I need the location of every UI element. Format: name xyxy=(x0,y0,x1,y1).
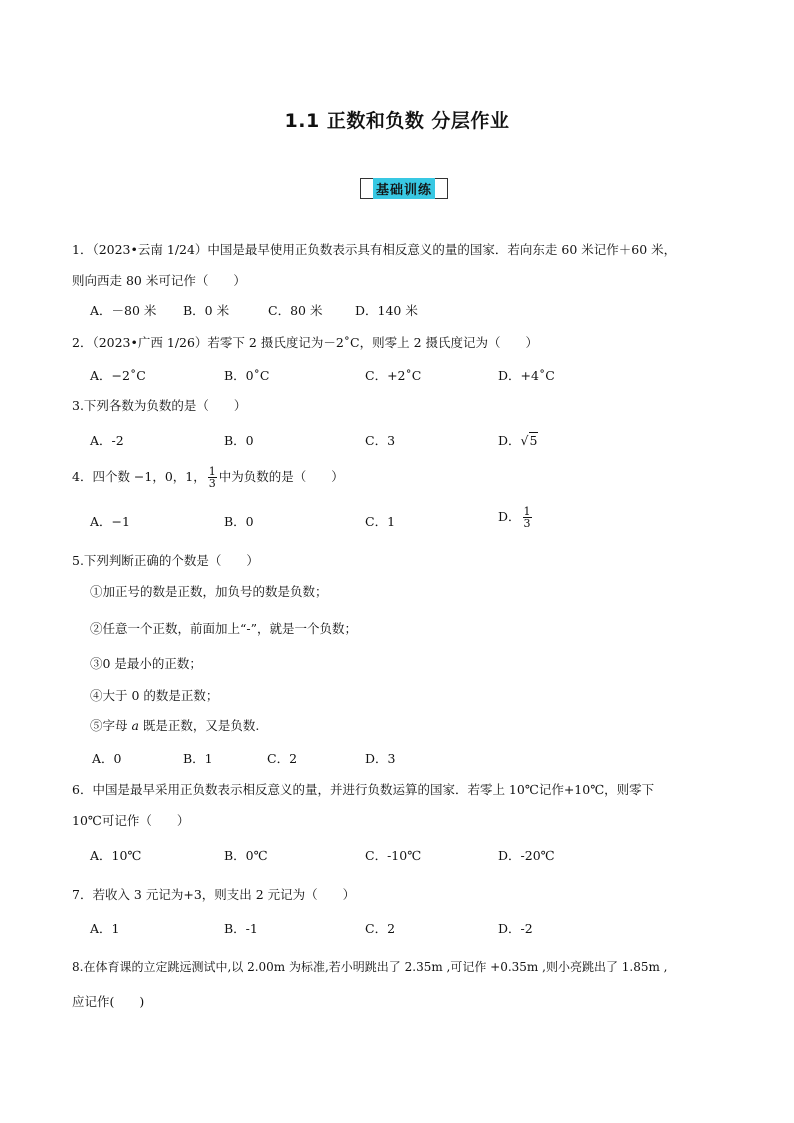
sqrt-icon: √5 xyxy=(520,433,538,448)
q4-stem xyxy=(72,466,344,489)
q1-option-b: B．0 米 xyxy=(183,303,230,318)
q2-option-d: D．+4˚C xyxy=(498,368,555,383)
q2-option-c: C．+2˚C xyxy=(365,368,422,383)
q5-stem: 5.下列判断正确的个数是（ ） xyxy=(72,553,259,568)
q4-option-d-denominator: 3 xyxy=(523,517,531,530)
q2-option-b: B．0˚C xyxy=(224,368,270,383)
q7-options xyxy=(90,919,730,939)
q4-option-d-fraction xyxy=(523,506,532,529)
q6-option-c: C．-10℃ xyxy=(365,848,422,863)
q5-item-3: ③0 是最小的正数； xyxy=(90,656,202,671)
q1-option-a: A．－80 米 xyxy=(90,303,157,318)
page-title: 1.1 正数和负数 分层作业 xyxy=(284,110,510,132)
q5-option-d: D．3 xyxy=(365,751,396,766)
q4-fraction xyxy=(208,466,217,489)
q5-item-5 xyxy=(90,716,259,734)
q6-option-d: D．-20℃ xyxy=(498,848,555,863)
section-label: 基础训练 xyxy=(373,178,435,199)
q4-frac-denominator: 3 xyxy=(208,477,216,490)
q4-options xyxy=(90,505,730,532)
q3-option-d-radicand: 5 xyxy=(529,433,538,448)
q4-frac-numerator: 1 xyxy=(208,465,216,478)
q3-option-c: C．3 xyxy=(365,433,396,448)
q1-option-d: D．140 米 xyxy=(355,303,418,318)
q4-stem-post: 中为负数的是（ ） xyxy=(218,469,344,484)
q1-stem-line2: 则向西走 80 米可记作（ ） xyxy=(72,273,246,288)
q1-options xyxy=(90,301,730,321)
q4-option-c: C．1 xyxy=(365,514,396,529)
q2-stem: 2．（2023•广西 1/26）若零下 2 摄氏度记为－2˚C，则零上 2 摄氏度记为（ ） xyxy=(72,335,538,350)
q5-item-4: ④大于 0 的数是正数； xyxy=(90,688,219,703)
q4-option-d-numerator: 1 xyxy=(523,505,531,518)
q5-item-2: ②任意一个正数，前面加上“-”，就是一个负数； xyxy=(90,621,358,636)
q8-stem-line2: 应记作( ) xyxy=(72,994,145,1009)
q6-options xyxy=(90,846,730,866)
q5-option-a: A．0 xyxy=(92,751,122,766)
q5-option-c: C．2 xyxy=(267,751,298,766)
q4-stem-pre: 4．四个数 −1，0，1， xyxy=(72,469,206,484)
section-badge xyxy=(360,178,448,199)
q2-option-a: A．−2˚C xyxy=(90,368,146,383)
q5-option-b: B．1 xyxy=(183,751,213,766)
q4-option-a: A．−1 xyxy=(90,514,130,529)
q3-option-b: B．0 xyxy=(224,433,254,448)
q7-option-a: A．1 xyxy=(90,921,120,936)
q3-option-d xyxy=(498,431,538,449)
q7-option-d: D．-2 xyxy=(498,921,533,936)
q7-option-c: C．2 xyxy=(365,921,396,936)
q1-stem-line1: 1．（2023•云南 1/24）中国是最早使用正负数表示具有相反意义的量的国家．若向东走 60 米记作＋60 米， xyxy=(72,242,677,257)
q4-option-d-label: D． xyxy=(498,509,521,524)
q6-option-a: A．10℃ xyxy=(90,848,142,863)
q6-stem-line2: 10℃可记作（ ） xyxy=(72,813,190,828)
q3-option-d-label: D． xyxy=(498,433,521,448)
q5-item-5-post: 既是正数，又是负数. xyxy=(138,718,260,733)
q3-options xyxy=(90,431,730,451)
q4-option-d xyxy=(498,506,534,529)
q5-options xyxy=(92,749,732,769)
q3-option-a: A．-2 xyxy=(90,433,124,448)
q6-stem-line1: 6．中国是最早采用正负数表示相反意义的量，并进行负数运算的国家．若零上 10℃记作+10℃，则零下 xyxy=(72,782,655,797)
q5-item-5-pre: ⑤字母 xyxy=(90,718,132,733)
q1-option-c: C．80 米 xyxy=(268,303,323,318)
q7-option-b: B．-1 xyxy=(224,921,258,936)
q5-item-1: ①加正号的数是正数，加负号的数是负数； xyxy=(90,584,328,599)
q5-item-5-var: a xyxy=(131,718,139,733)
q6-option-b: B．0℃ xyxy=(224,848,268,863)
q2-options xyxy=(90,366,730,386)
q7-stem: 7．若收入 3 元记为+3，则支出 2 元记为（ ） xyxy=(72,887,356,902)
q4-option-b: B．0 xyxy=(224,514,254,529)
q3-stem: 3.下列各数为负数的是（ ） xyxy=(72,398,247,413)
q8-stem-line1: 8.在体育课的立定跳远测试中,以 2.00m 为标准,若小明跳出了 2.35m ,可记作 +0.35m ,则小亮跳出了 1.85m , xyxy=(72,960,668,974)
